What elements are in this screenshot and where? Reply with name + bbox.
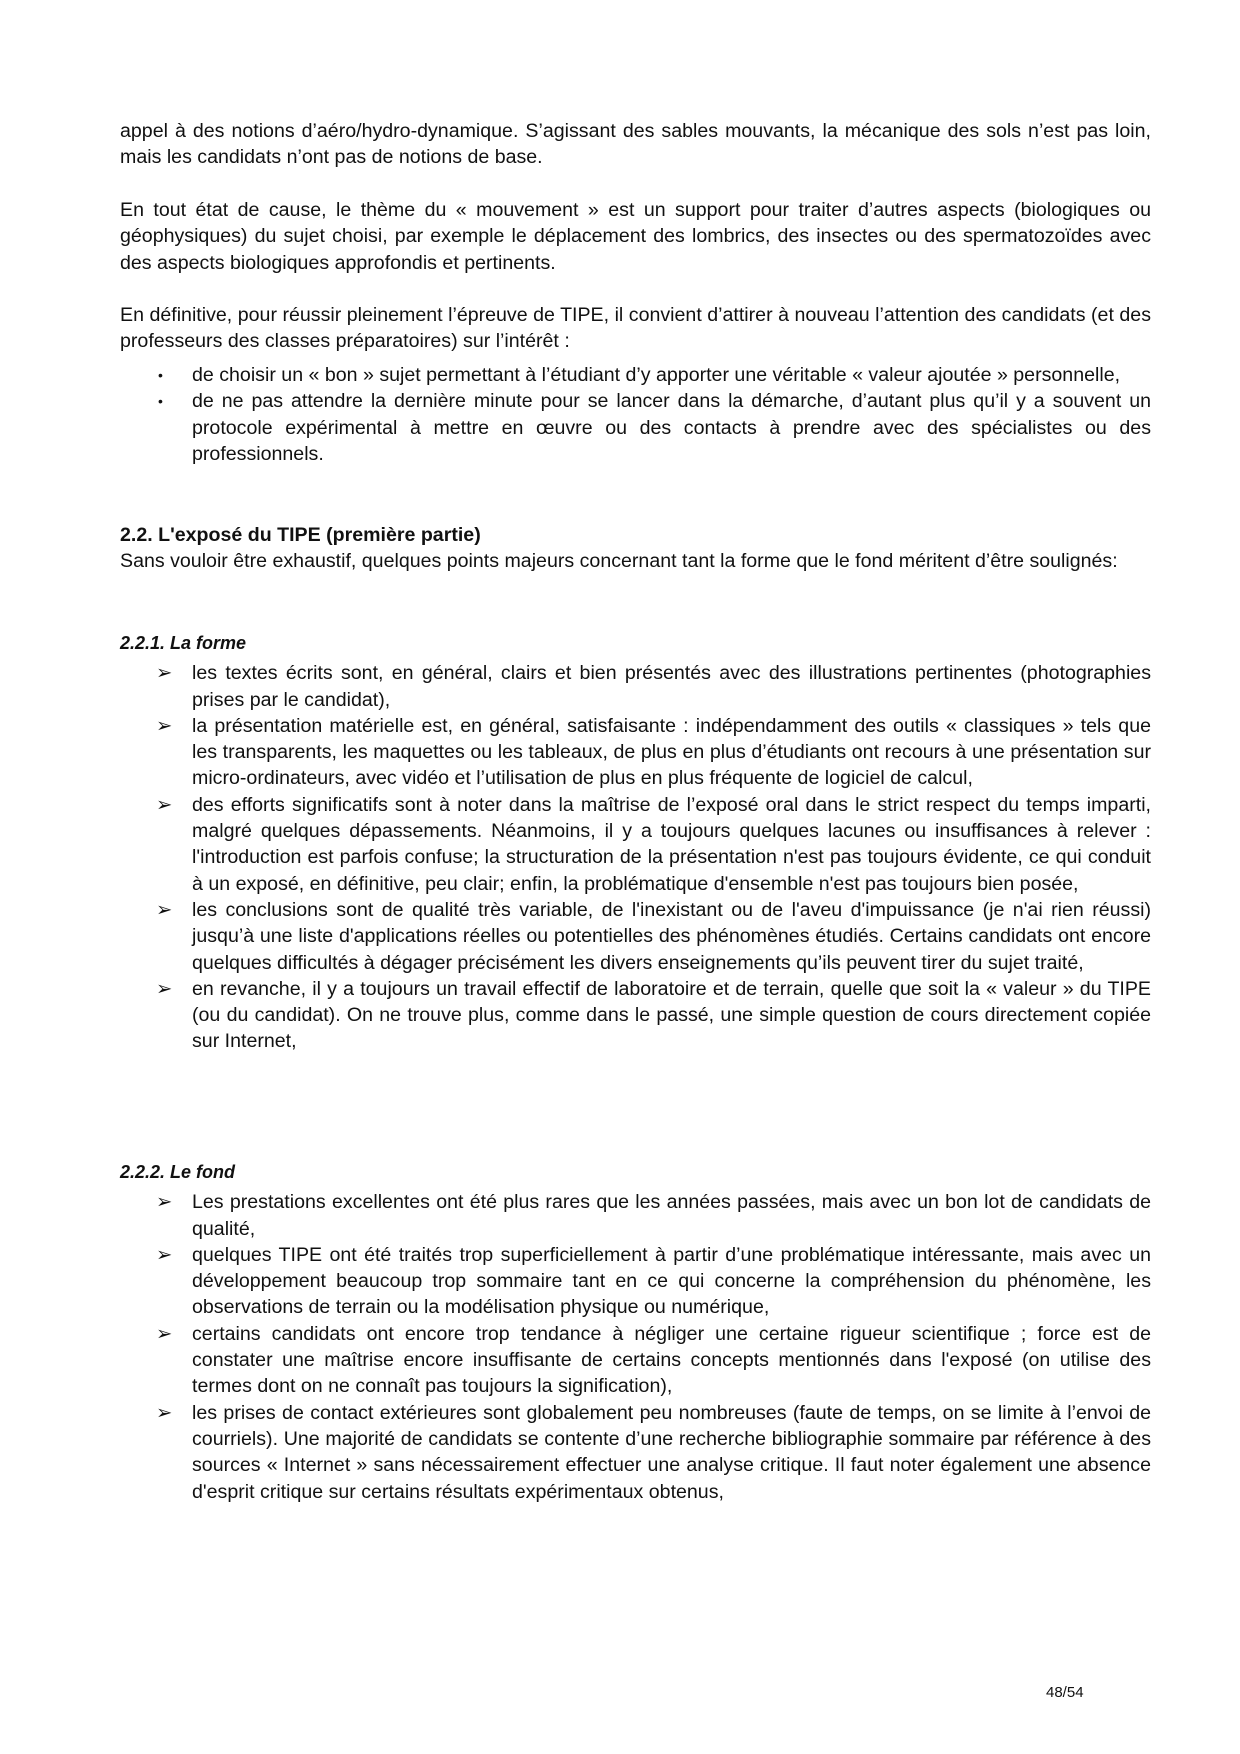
arrow-bullet-icon: ➢ [156, 977, 173, 1000]
list-item-text: la présentation matérielle est, en général, satisfaisante : indépendamment des outils « classiques » tels que les transparents, les maquettes ou les tableaux, de plus en plus d’étudiants ont recours à une présentation sur micro-ordinateurs, avec vidéo et l’utilisation de plus en plus fréquente de logiciel de calcul, [192, 714, 1151, 790]
subsection-heading: 2.2.2. Le fond [120, 1162, 236, 1182]
paragraph: En définitive, pour réussir pleinement l’épreuve de TIPE, il convient d’attirer à nouveau l’attention des candidats (et des professeurs des classes préparatoires) sur l’intérêt : [120, 304, 1151, 353]
arrow-bullet-icon: ➢ [156, 1243, 173, 1266]
paragraph: appel à des notions d’aéro/hydro-dynamique. S’agissant des sables mouvants, la mécanique des sols n’est pas loin, mais les candidats n’ont pas de notions de base. [120, 120, 1151, 169]
section-intro: Sans vouloir être exhaustif, quelques points majeurs concernant tant la forme que le fond méritent d’être soulignés: [120, 550, 1118, 573]
intro-paragraph-1 [120, 118, 1151, 171]
list-item [120, 1400, 1151, 1505]
intro-paragraph-2 [120, 197, 1151, 276]
list-item [120, 976, 1151, 1055]
section-2-2-2 [120, 1159, 1151, 1505]
list-item-text: les conclusions sont de qualité très variable, de l'inexistant ou de l'aveu d'impuissance (je n'ai rien réussi) jusqu’à une liste d'applications réelles ou potentielles des phénomènes étudiés. Certains candidats ont encore quelques difficultés à dégager précisément les divers enseignements qu’ils peuvent tirer du sujet traité, [192, 898, 1151, 974]
section-2-2-1 [120, 630, 1151, 1055]
intro-bullet-list [120, 362, 1151, 467]
list-item [120, 1321, 1151, 1400]
bullet-icon: • [158, 367, 163, 383]
list-item [120, 1189, 1151, 1242]
arrow-bullet-icon: ➢ [156, 898, 173, 921]
list-item-text: les prises de contact extérieures sont globalement peu nombreuses (faute de temps, on se limite à l’envoi de courriels). Une majorité de candidats se contente d’une recherche bibliographie sommaire par référence à des sources « Internet » sans nécessairement effectuer une analyse critique. Il faut noter également une absence d'esprit critique sur certains résultats expérimentaux obtenus, [192, 1401, 1151, 1503]
arrow-bullet-icon: ➢ [156, 793, 173, 816]
section-heading: 2.2. L'exposé du TIPE (première partie) [120, 524, 481, 546]
list-item-text: de ne pas attendre la dernière minute pour se lancer dans la démarche, d’autant plus qu’il y a souvent un protocole expérimental à mettre en œuvre ou des contacts à prendre avec des spécialistes ou des professionnels. [192, 390, 1151, 465]
page-number: 48/54 [1046, 1684, 1084, 1701]
list-item [120, 362, 1151, 388]
section-2-2 [120, 522, 1151, 575]
bullet-icon: • [158, 393, 163, 410]
arrow-bullet-icon: ➢ [156, 1322, 173, 1345]
list-item [120, 792, 1151, 897]
list-item-text: en revanche, il y a toujours un travail effectif de laboratoire et de terrain, quelle que soit la « valeur » du TIPE (ou du candidat). On ne trouve plus, comme dans le passé, une simple question de cours directement copiée sur Internet, [192, 977, 1151, 1053]
list-item [120, 388, 1151, 467]
list-item-text: de choisir un « bon » sujet permettant à l’étudiant d’y apporter une véritable « valeur ajoutée » personnelle, [192, 364, 1121, 386]
list-item-text: Les prestations excellentes ont été plus rares que les années passées, mais avec un bon lot de candidats de qualité, [192, 1191, 1151, 1240]
list-item [120, 713, 1151, 792]
intro-paragraph-3 [120, 302, 1151, 355]
list-item [120, 1242, 1151, 1321]
list-item-text: les textes écrits sont, en général, clairs et bien présentés avec des illustrations pertinentes (photographies prises par le candidat), [192, 662, 1151, 711]
paragraph: En tout état de cause, le thème du « mouvement » est un support pour traiter d’autres aspects (biologiques ou géophysiques) du sujet choisi, par exemple le déplacement des lombrics, des insectes ou des spermatozoïdes avec des aspects biologiques approfondis et pertinents. [120, 199, 1151, 274]
arrow-bullet-icon: ➢ [156, 1401, 173, 1424]
arrow-bullet-icon: ➢ [156, 1191, 173, 1214]
list-item-text: quelques TIPE ont été traités trop superficiellement à partir d’une problématique intéressante, mais avec un développement beaucoup trop sommaire tant en ce qui concerne la compréhension du phénomène, les observations de terrain ou la modélisation physique ou numérique, [192, 1243, 1151, 1319]
list-item-text: certains candidats ont encore trop tendance à négliger une certaine rigueur scientifique ; force est de constater une maîtrise encore insuffisante de certains concepts mentionnés dans l'exposé (on utilise des termes dont on ne connaît pas toujours la signification), [192, 1322, 1151, 1398]
list-item [120, 897, 1151, 976]
list-item [120, 660, 1151, 713]
list-item-text: des efforts significatifs sont à noter dans la maîtrise de l’exposé oral dans le strict respect du temps imparti, malgré quelques dépassements. Néanmoins, il y a toujours quelques lacunes ou insuffisances à relever : l'introduction est parfois confuse; la structuration de la présentation n'est pas toujours évidente, ce qui conduit à un exposé, en définitive, peu clair; enfin, la problématique d'ensemble n'est pas toujours bien posée, [192, 793, 1151, 895]
arrow-bullet-icon: ➢ [156, 714, 173, 737]
subsection-heading: 2.2.1. La forme [120, 633, 247, 653]
arrow-bullet-icon: ➢ [156, 662, 173, 685]
